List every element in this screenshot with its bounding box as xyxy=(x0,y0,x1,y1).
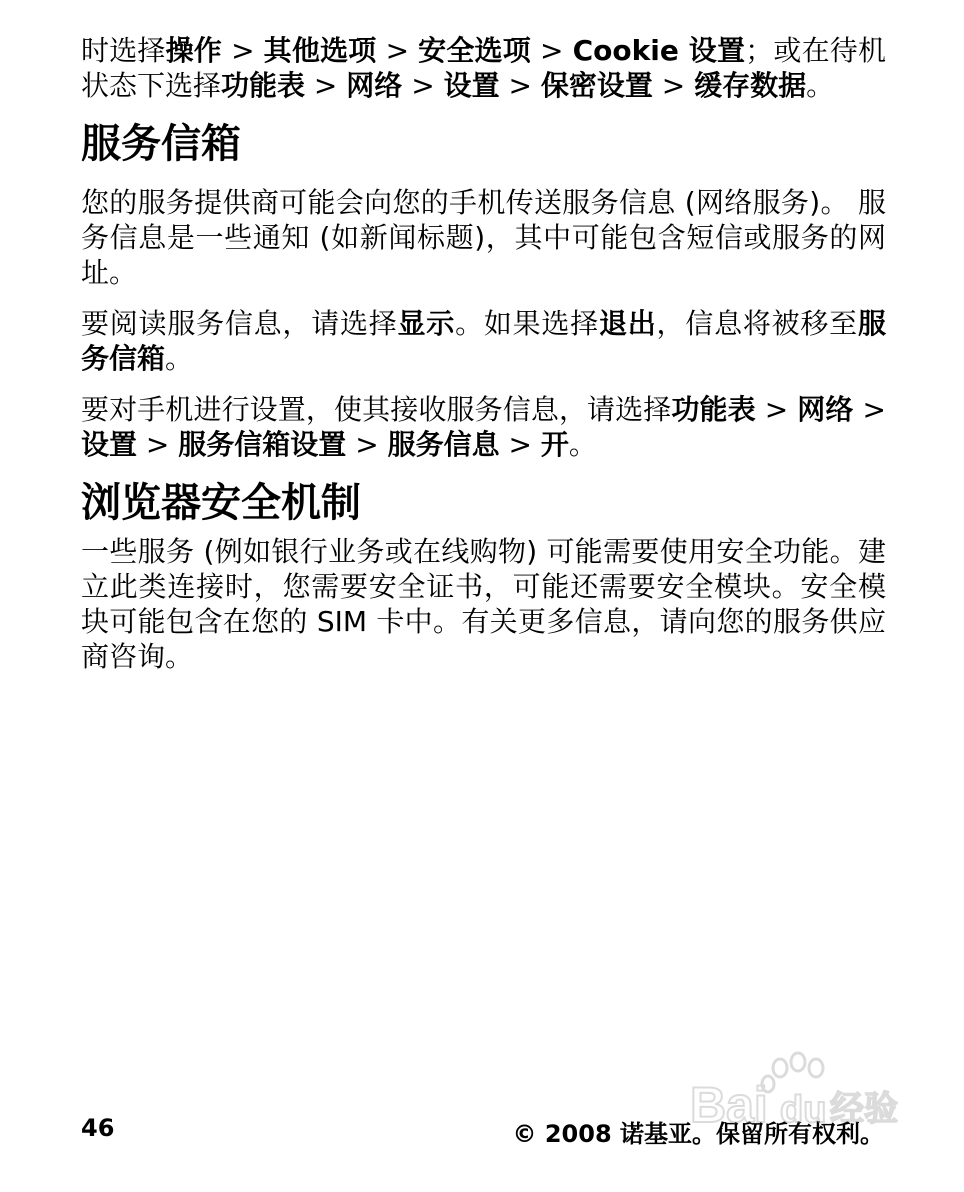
svg-text:经验: 经验 xyxy=(830,1089,898,1129)
menu-term-settings: 设置 xyxy=(81,428,138,461)
baidu-watermark-logo xyxy=(688,1050,908,1146)
menu-term-cache-data: 缓存数据 xyxy=(694,69,807,102)
page-content xyxy=(81,33,886,690)
menu-term-service-inbox-settings: 服务信箱设置 xyxy=(178,428,347,461)
text-span: 。如果选择 xyxy=(455,307,599,340)
separator-arrow: > xyxy=(499,428,541,461)
text-span: ，信息将被移至 xyxy=(656,307,858,340)
menu-term-service-messages: 服务信息 xyxy=(387,428,500,461)
menu-term-cookie-settings: Cookie 设置 xyxy=(572,34,746,67)
text-span: 时选择 xyxy=(81,34,166,67)
menu-term-security-options: 安全选项 xyxy=(418,34,531,67)
section-heading-browser-security: 浏览器安全机制 xyxy=(81,480,361,526)
menu-term-privacy-settings: 保密设置 xyxy=(540,69,653,102)
separator-arrow: > xyxy=(652,69,695,102)
separator-arrow: > xyxy=(402,69,444,102)
text-span: 要阅读服务信息，请选择 xyxy=(81,307,398,340)
menu-term-network: 网络 xyxy=(797,393,854,426)
menu-term-operation: 操作 xyxy=(165,34,222,67)
text-span: 。 xyxy=(806,69,835,102)
separator-arrow: > xyxy=(755,393,798,426)
menu-term-show: 显示 xyxy=(397,307,456,340)
separator-arrow: > xyxy=(499,69,541,102)
menu-term-other-options: 其他选项 xyxy=(263,34,377,67)
menu-term-exit: 退出 xyxy=(598,307,657,340)
page-number: 46 xyxy=(81,1114,115,1142)
menu-term-settings: 设置 xyxy=(443,69,500,102)
section-heading-service-inbox: 服务信箱 xyxy=(81,121,241,167)
menu-term-menu: 功能表 xyxy=(221,69,306,102)
separator-arrow: > xyxy=(346,428,388,461)
svg-text:Bai: Bai xyxy=(690,1077,768,1133)
menu-term-network: 网络 xyxy=(346,69,403,102)
separator-arrow: > xyxy=(137,428,179,461)
paw-icon xyxy=(688,1050,908,1146)
separator-arrow: > xyxy=(305,69,347,102)
copyright-notice: © 2008 诺基亚。保留所有权利。 xyxy=(512,1120,884,1148)
cookie-settings-paragraph xyxy=(81,33,886,103)
text-span: 。 xyxy=(165,342,194,375)
separator-arrow: > xyxy=(530,34,573,67)
menu-term-menu: 功能表 xyxy=(671,393,756,426)
service-inbox-intro-paragraph: 您的服务提供商可能会向您的手机传送服务信息 (网络服务)。 服务信息是一些通知 (如新闻标题)，其中可能包含短信或服务的网址。 xyxy=(81,186,886,289)
service-inbox-settings-paragraph xyxy=(81,392,886,462)
menu-term-service-inbox: 服务信箱 xyxy=(81,307,886,375)
separator-arrow: > xyxy=(222,34,264,67)
service-inbox-read-paragraph xyxy=(81,306,886,376)
text-span: 。 xyxy=(568,428,597,461)
separator-arrow: > xyxy=(853,393,886,426)
separator-arrow: > xyxy=(376,34,419,67)
menu-term-on: 开 xyxy=(540,428,569,461)
text-span: 要对手机进行设置，使其接收服务信息，请选择 xyxy=(81,393,672,426)
browser-security-paragraph: 一些服务 (例如银行业务或在线购物) 可能需要使用安全功能。建立此类连接时，您需要安全证书，可能还需要安全模块。安全模块可能包含在您的 SIM 卡中。有关更多信息，请向您的服务供应商咨询。 xyxy=(81,535,886,673)
text-span: ；或在待机状态下选择 xyxy=(81,34,886,102)
svg-text:du: du xyxy=(780,1089,827,1131)
